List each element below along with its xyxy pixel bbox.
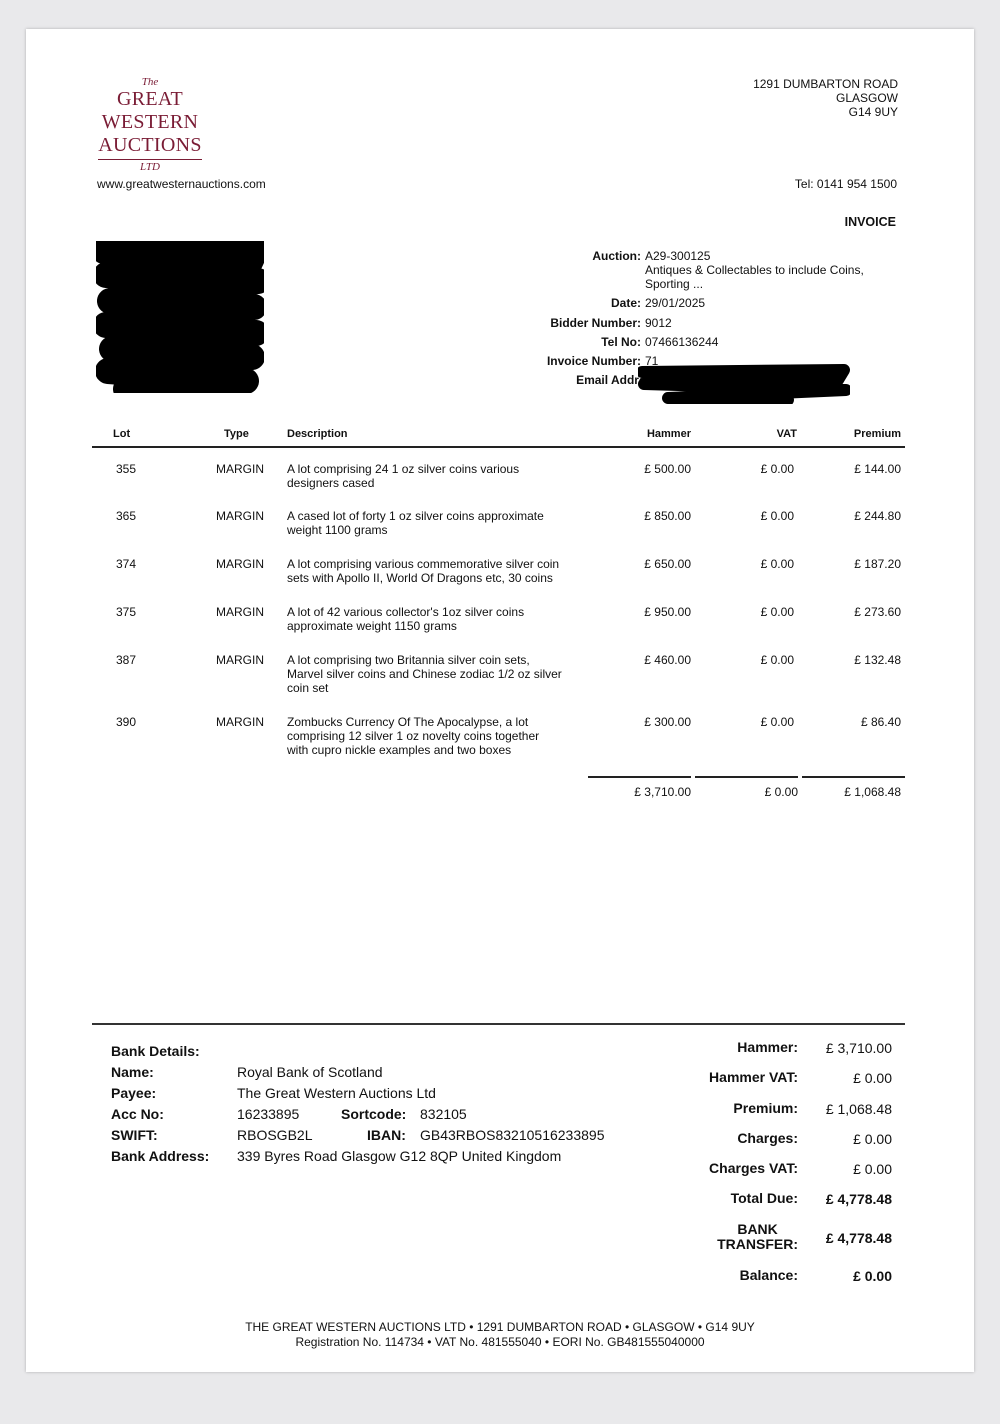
sortcode-label: Sortcode: <box>341 1106 407 1122</box>
summary-balance-label: Balance: <box>739 1267 798 1283</box>
row-type: MARGIN <box>216 509 264 523</box>
col-header-premium: Premium <box>853 428 901 440</box>
row-desc-line: sets with Apollo II, World Of Dragons etc, 30 coins <box>287 571 553 585</box>
row-hammer: £ 300.00 <box>644 715 691 729</box>
company-tel: Tel: 0141 954 1500 <box>794 177 897 191</box>
row-desc-line: weight 1100 grams <box>287 523 388 537</box>
row-description <box>287 653 587 695</box>
col-header-vat: VAT <box>776 428 797 440</box>
row-premium: £ 132.48 <box>854 653 901 667</box>
row-desc-line: designers cased <box>287 476 375 490</box>
iban-value: GB43RBOS83210516233895 <box>420 1127 605 1143</box>
swift-value: RBOSGB2L <box>237 1127 313 1143</box>
auction-value <box>645 249 864 291</box>
bank-transfer-label-line1: BANK <box>737 1221 778 1237</box>
logo-line-western: WESTERN <box>101 111 199 133</box>
row-lot: 374 <box>116 557 137 571</box>
row-vat: £ 0.00 <box>760 653 794 667</box>
row-type: MARGIN <box>216 462 264 476</box>
row-lot: 387 <box>116 653 137 667</box>
summary-hammer-label: Hammer: <box>737 1039 798 1055</box>
row-vat: £ 0.00 <box>760 605 794 619</box>
row-desc-line: comprising 12 silver 1 oz novelty coins together <box>287 729 540 743</box>
auction-label: Auction: <box>592 249 641 263</box>
total-premium: £ 1,068.48 <box>844 785 901 799</box>
summary-bank-transfer-value: £ 4,778.48 <box>825 1230 892 1246</box>
col-header-type: Type <box>224 428 249 440</box>
bank-details-title: Bank Details: <box>111 1043 200 1059</box>
footer-line-1: THE GREAT WESTERN AUCTIONS LTD • 1291 DUMBARTON ROAD • GLASGOW • G14 9UY <box>245 1320 755 1334</box>
summary-bank-transfer-label <box>717 1222 798 1252</box>
invoice-number-value: 71 <box>645 354 659 368</box>
summary-charges-label: Charges: <box>737 1130 798 1146</box>
auction-code: A29-300125 <box>645 249 711 263</box>
summary-charges-vat-value: £ 0.00 <box>853 1161 892 1177</box>
total-hammer: £ 3,710.00 <box>634 785 691 799</box>
company-logo <box>98 77 202 173</box>
acc-no-value: 16233895 <box>237 1106 300 1122</box>
sortcode-value: 832105 <box>420 1106 467 1122</box>
row-type: MARGIN <box>216 715 264 729</box>
row-desc-line: A cased lot of forty 1 oz silver coins approximate <box>287 509 544 523</box>
table-header-rule <box>92 446 905 448</box>
row-hammer: £ 950.00 <box>644 605 691 619</box>
row-premium: £ 244.80 <box>854 509 901 523</box>
row-desc-line: approximate weight 1150 grams <box>287 619 457 633</box>
auction-title-line2: Sporting ... <box>645 277 704 291</box>
col-header-description: Description <box>287 428 348 440</box>
address-line-3: G14 9UY <box>848 105 898 119</box>
row-desc-line: A lot comprising two Britannia silver coin sets, <box>287 653 530 667</box>
row-lot: 365 <box>116 509 137 523</box>
meta-bidder <box>26 316 974 332</box>
bank-transfer-label-line2: TRANSFER: <box>717 1236 798 1252</box>
company-website: www.greatwesternauctions.com <box>97 177 266 191</box>
invoice-number-label: Invoice Number: <box>546 354 641 368</box>
total-vat-rule <box>695 776 798 778</box>
row-desc-line: coin set <box>287 681 329 695</box>
row-type: MARGIN <box>216 653 264 667</box>
row-hammer: £ 650.00 <box>644 557 691 571</box>
row-description <box>287 509 587 537</box>
row-type: MARGIN <box>216 605 264 619</box>
logo-line-great: GREAT <box>117 88 183 110</box>
date-label: Date: <box>610 296 641 310</box>
document-title: INVOICE <box>844 215 896 229</box>
row-description <box>287 557 587 585</box>
row-vat: £ 0.00 <box>760 462 794 476</box>
summary-hammer-vat-value: £ 0.00 <box>853 1070 892 1086</box>
tel-label: Tel No: <box>601 335 641 349</box>
row-description <box>287 605 587 633</box>
page-footer <box>26 1320 974 1350</box>
row-type: MARGIN <box>216 557 264 571</box>
row-premium: £ 86.40 <box>860 715 901 729</box>
meta-tel <box>26 335 974 351</box>
summary-charges-vat-label: Charges VAT: <box>709 1160 798 1176</box>
total-premium-rule <box>802 776 905 778</box>
row-vat: £ 0.00 <box>760 557 794 571</box>
bidder-value: 9012 <box>645 316 672 330</box>
row-hammer: £ 460.00 <box>644 653 691 667</box>
row-premium: £ 144.00 <box>854 462 901 476</box>
row-lot: 390 <box>116 715 137 729</box>
meta-date <box>26 296 974 312</box>
bottom-rule <box>92 1023 905 1025</box>
summary-total-due-label: Total Due: <box>730 1190 798 1206</box>
col-header-lot: Lot <box>113 428 131 440</box>
logo-ltd: LTD <box>140 161 160 173</box>
payee-value: The Great Western Auctions Ltd <box>237 1085 436 1101</box>
total-vat: £ 0.00 <box>764 785 798 799</box>
bidder-label: Bidder Number: <box>550 316 641 330</box>
row-premium: £ 187.20 <box>854 557 901 571</box>
bank-address-label: Bank Address: <box>111 1148 210 1164</box>
row-desc-line: Marvel silver coins and Chinese zodiac 1/2 oz silver <box>287 667 562 681</box>
payee-label: Payee: <box>111 1085 157 1101</box>
date-value: 29/01/2025 <box>645 296 706 310</box>
address-line-1: 1291 DUMBARTON ROAD <box>753 77 898 91</box>
company-address <box>753 77 898 119</box>
summary-hammer-vat-label: Hammer VAT: <box>709 1069 798 1085</box>
tel-value: 07466136244 <box>645 335 719 349</box>
summary-hammer-value: £ 3,710.00 <box>825 1040 892 1056</box>
iban-label: IBAN: <box>367 1127 406 1143</box>
row-desc-line: A lot comprising various commemorative silver coin <box>287 557 560 571</box>
bank-address-value: 339 Byres Road Glasgow G12 8QP United Kingdom <box>237 1148 562 1164</box>
auction-title-line1: Antiques & Collectables to include Coins, <box>645 263 864 277</box>
row-desc-line: with cupro nickle examples and two boxes <box>287 743 512 757</box>
summary-premium-label: Premium: <box>733 1100 798 1116</box>
col-header-hammer: Hammer <box>646 428 691 440</box>
logo-the: The <box>141 76 159 88</box>
row-description <box>287 715 587 757</box>
meta-auction <box>26 249 974 291</box>
row-vat: £ 0.00 <box>760 509 794 523</box>
row-description <box>287 462 587 490</box>
summary-charges-value: £ 0.00 <box>853 1131 892 1147</box>
redacted-email-scribble <box>638 364 850 404</box>
row-lot: 375 <box>116 605 137 619</box>
acc-no-label: Acc No: <box>111 1106 164 1122</box>
row-desc-line: A lot comprising 24 1 oz silver coins various <box>287 462 520 476</box>
row-desc-line: A lot of 42 various collector's 1oz silver coins <box>287 605 525 619</box>
summary-premium-value: £ 1,068.48 <box>825 1101 892 1117</box>
summary-total-due-value: £ 4,778.48 <box>825 1191 892 1207</box>
summary-balance-value: £ 0.00 <box>853 1268 892 1284</box>
bank-name-value: Royal Bank of Scotland <box>237 1064 383 1080</box>
invoice-page <box>26 29 974 1372</box>
row-hammer: £ 500.00 <box>644 462 691 476</box>
bank-name-label: Name: <box>111 1064 154 1080</box>
row-desc-line: Zombucks Currency Of The Apocalypse, a lot <box>287 715 529 729</box>
total-hammer-rule <box>588 776 691 778</box>
footer-line-2: Registration No. 114734 • VAT No. 481555040 • EORI No. GB481555040000 <box>295 1335 705 1349</box>
address-line-2: GLASGOW <box>835 91 898 105</box>
logo-line-auctions: AUCTIONS <box>98 134 202 160</box>
row-lot: 355 <box>116 462 137 476</box>
row-vat: £ 0.00 <box>760 715 794 729</box>
swift-label: SWIFT: <box>111 1127 158 1143</box>
row-hammer: £ 850.00 <box>644 509 691 523</box>
row-premium: £ 273.60 <box>854 605 901 619</box>
email-label: Email Address: <box>576 373 663 387</box>
